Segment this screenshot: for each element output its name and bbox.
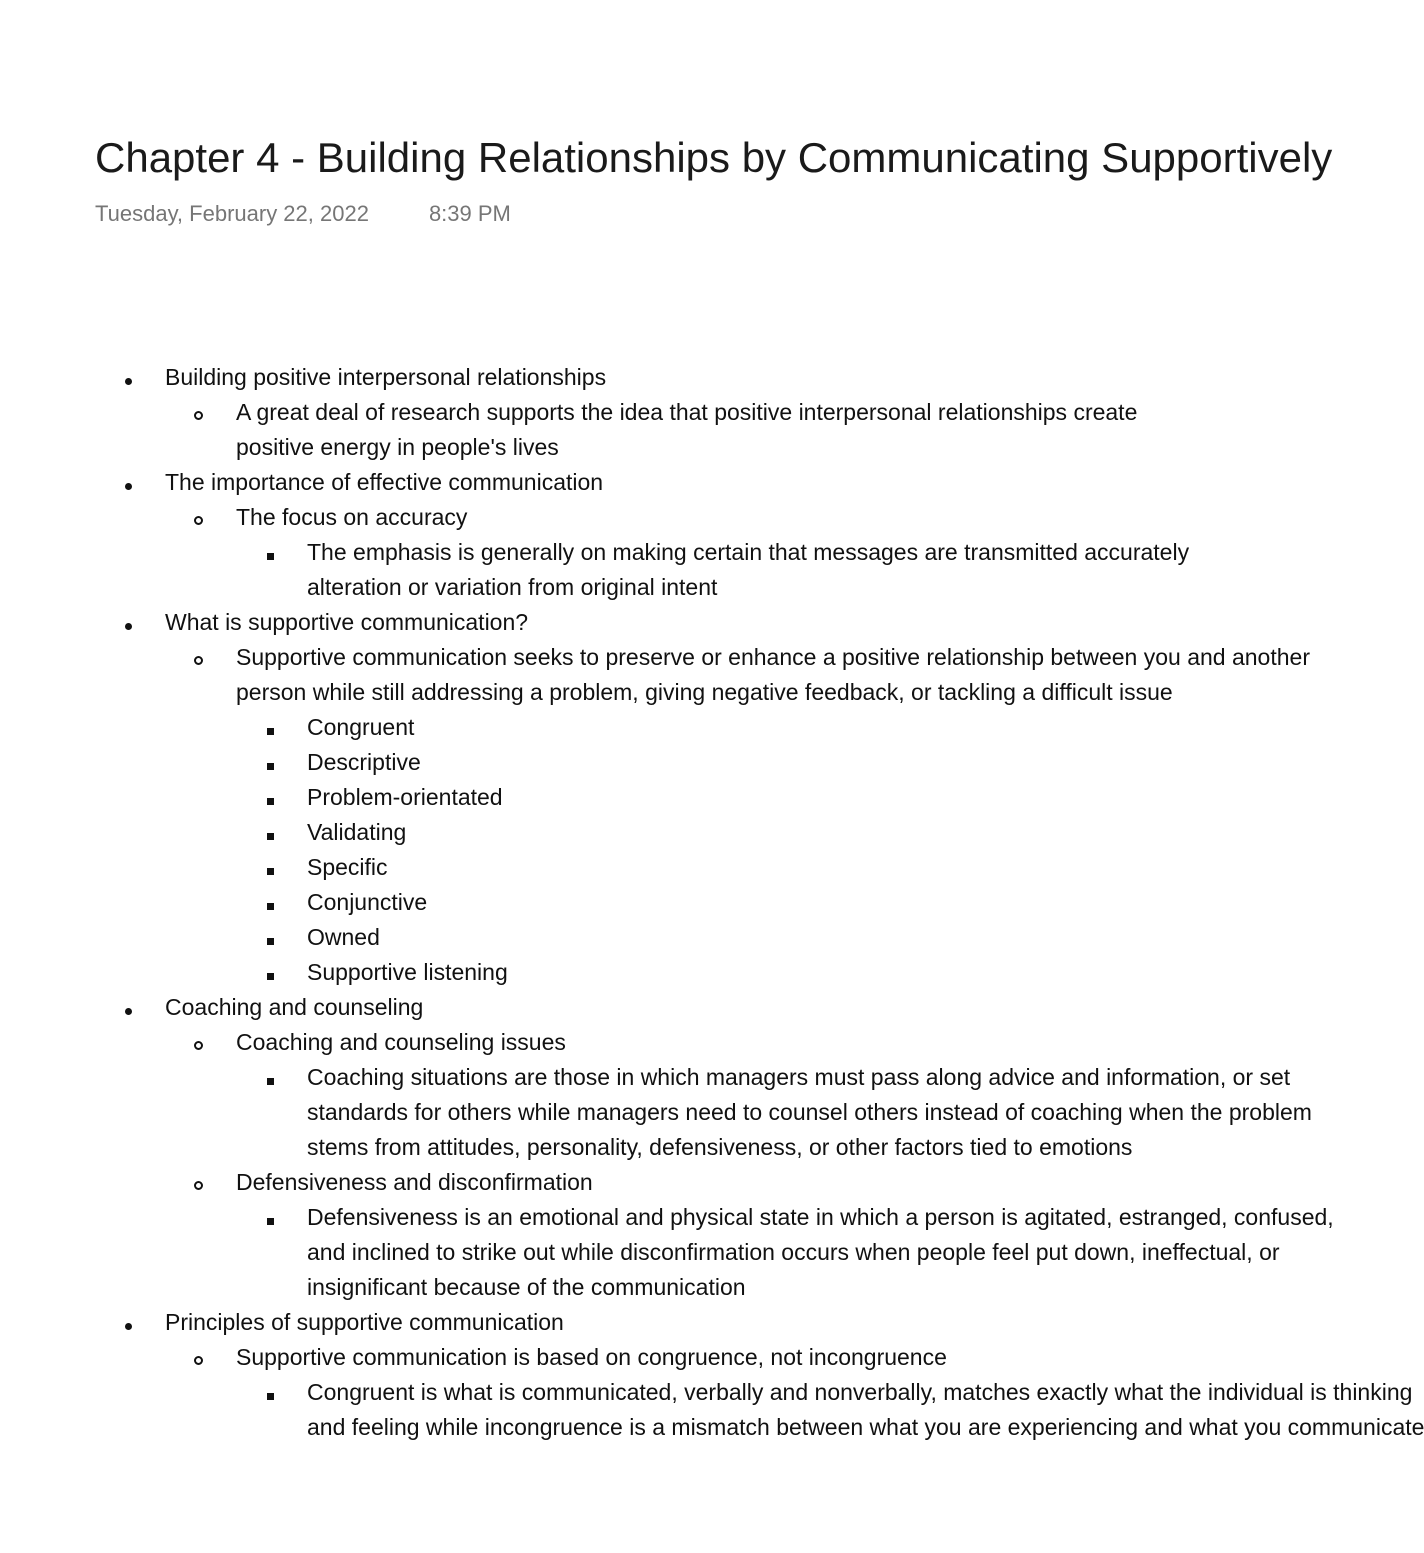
- list-item-text: Owned: [307, 924, 380, 950]
- list-item-text: standards for others while managers need to counsel others instead of coaching when the problem: [307, 1099, 1312, 1125]
- list-item-text: Congruent is what is communicated, verbally and nonverbally, matches exactly what the individual is thinking: [307, 1379, 1413, 1405]
- disc-bullet-icon: [118, 605, 138, 640]
- list-item-text: Supportive communication is based on congruence, not incongruence: [236, 1344, 947, 1370]
- disc-bullet-icon: [118, 360, 138, 395]
- list-item-text: person while still addressing a problem, giving negative feedback, or tackling a difficult issue: [236, 679, 1173, 705]
- list-item-text: Validating: [307, 819, 407, 845]
- list-item-text: Supportive communication seeks to preserve or enhance a positive relationship between you and another: [236, 644, 1310, 670]
- list-item-text: Congruent: [307, 714, 415, 740]
- square-bullet-icon: [260, 710, 280, 745]
- list-item-text: Descriptive: [307, 749, 421, 775]
- list-item-text: and feeling while incongruence is a mismatch between what you are experiencing and what you communicate: [307, 1414, 1424, 1440]
- disc-bullet-icon: [118, 990, 138, 1025]
- circle-bullet-icon: [188, 1025, 208, 1060]
- list-item-text: What is supportive communication?: [165, 609, 529, 635]
- list-item-text: A great deal of research supports the idea that positive interpersonal relationships create: [236, 399, 1138, 425]
- list-item-text: Supportive listening: [307, 959, 508, 985]
- square-bullet-icon: [260, 1375, 280, 1410]
- list-item-text: The focus on accuracy: [236, 504, 468, 530]
- list-item-text: positive energy in people's lives: [236, 434, 559, 460]
- list-item-text: Building positive interpersonal relationships: [165, 364, 607, 390]
- square-bullet-icon: [260, 1060, 280, 1095]
- disc-bullet-icon: [118, 465, 138, 500]
- circle-bullet-icon: [188, 395, 208, 430]
- square-bullet-icon: [260, 850, 280, 885]
- square-bullet-icon: [260, 780, 280, 815]
- circle-bullet-icon: [188, 500, 208, 535]
- circle-bullet-icon: [188, 640, 208, 675]
- page-time: 8:39 PM: [428, 201, 511, 226]
- list-item-text: alteration or variation from original intent: [307, 574, 718, 600]
- square-bullet-icon: [260, 745, 280, 780]
- disc-bullet-icon: [118, 1305, 138, 1340]
- list-item-text: Coaching and counseling: [165, 994, 424, 1020]
- page-title[interactable]: Chapter 4 - Building Relationships by Communicating Supportively: [95, 134, 1333, 181]
- square-bullet-icon: [260, 920, 280, 955]
- list-item-text: Coaching and counseling issues: [236, 1029, 566, 1055]
- list-item-text: Conjunctive: [307, 889, 428, 915]
- list-item-text: Coaching situations are those in which managers must pass along advice and information, or set: [307, 1064, 1291, 1090]
- square-bullet-icon: [260, 1200, 280, 1235]
- square-bullet-icon: [260, 885, 280, 920]
- list-item-text: Defensiveness and disconfirmation: [236, 1169, 593, 1195]
- list-item-text: Defensiveness is an emotional and physical state in which a person is agitated, estranged, confused,: [307, 1204, 1334, 1230]
- note-outline[interactable]: [0, 360, 1424, 1440]
- list-item-text: Specific: [307, 854, 388, 880]
- list-item-text: Principles of supportive communication: [165, 1309, 564, 1335]
- page-timestamp: [95, 200, 511, 228]
- list-item-text: The emphasis is generally on making certain that messages are transmitted accurately: [307, 539, 1190, 565]
- list-item-text: Problem-orientated: [307, 784, 503, 810]
- circle-bullet-icon: [188, 1165, 208, 1200]
- square-bullet-icon: [260, 955, 280, 990]
- list-item-text: insignificant because of the communication: [307, 1274, 746, 1300]
- square-bullet-icon: [260, 535, 280, 570]
- list-item-text: stems from attitudes, personality, defensiveness, or other factors tied to emotions: [307, 1134, 1133, 1160]
- page-date: Tuesday, February 22, 2022: [95, 201, 369, 226]
- list-item-text: and inclined to strike out while disconfirmation occurs when people feel put down, ineffectual, or: [307, 1239, 1280, 1265]
- circle-bullet-icon: [188, 1340, 208, 1375]
- list-item-text: The importance of effective communication: [165, 469, 604, 495]
- square-bullet-icon: [260, 815, 280, 850]
